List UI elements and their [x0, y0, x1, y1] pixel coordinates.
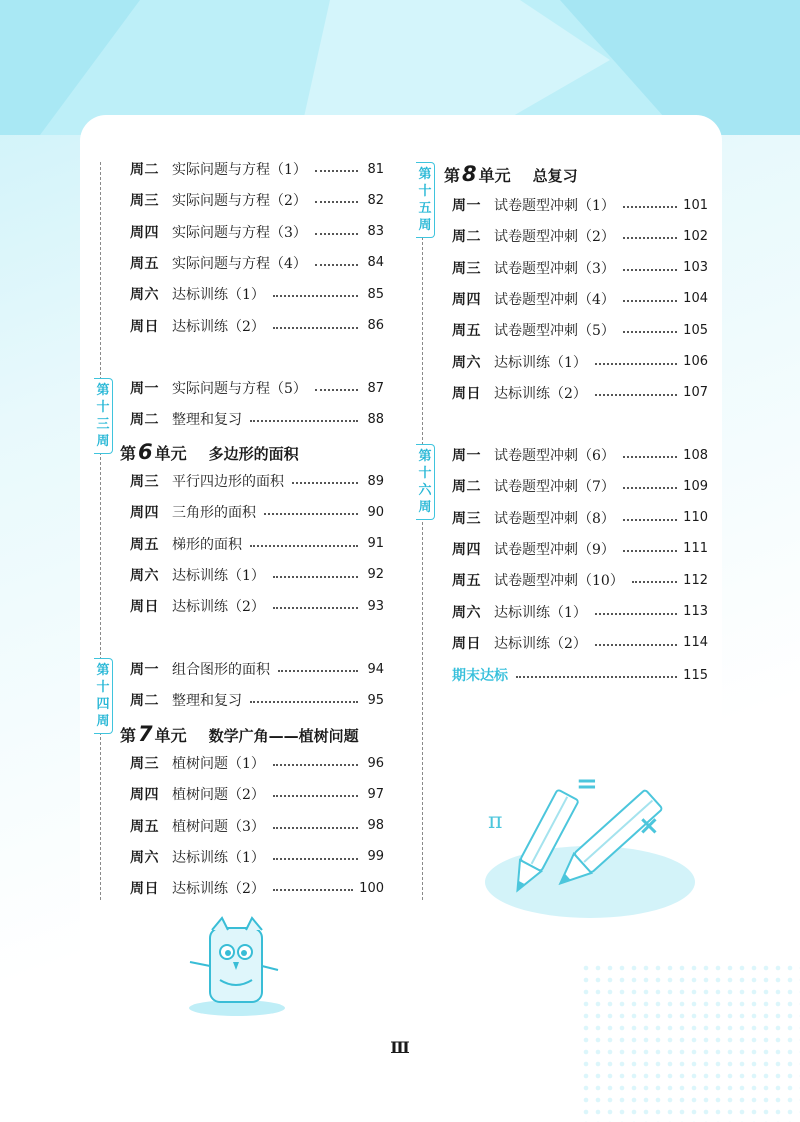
dot-leader [250, 420, 358, 422]
entry-day: 周二 [130, 162, 159, 178]
final-exam-entry[interactable]: 期末达标 115 [452, 667, 708, 684]
entry-title: 试卷题型冲刺（4） [494, 291, 615, 308]
entry-day: 周五 [452, 323, 481, 340]
toc-entry[interactable] [452, 569, 708, 591]
toc-entry[interactable] [130, 470, 384, 492]
center-dashed-line [422, 162, 423, 900]
entry-title: 植树问题（3） [172, 818, 265, 835]
dot-leader [273, 827, 358, 829]
toc-entry[interactable] [130, 533, 384, 555]
dot-leader [315, 170, 358, 172]
entry-page-number: 104 [683, 291, 708, 307]
entry-title: 试卷题型冲刺（10） [494, 573, 624, 590]
entry-title: 实际问题与方程（3） [172, 224, 307, 241]
dot-leader [250, 545, 358, 547]
entry-page-number: 81 [367, 161, 384, 177]
dot-leader [623, 237, 677, 239]
toc-entry[interactable] [130, 283, 384, 305]
entry-page-number: 85 [367, 286, 384, 302]
entry-day: 周五 [130, 536, 159, 553]
entry-page-number: 90 [367, 504, 384, 520]
times-symbol: × [638, 811, 660, 841]
dot-leader [623, 519, 677, 521]
dot-leader [595, 644, 677, 646]
toc-entry[interactable] [452, 382, 708, 404]
entry-title: 试卷题型冲刺（8） [494, 510, 615, 527]
entry-title: 平行四边形的面积 [172, 474, 284, 490]
entry-day: 周日 [130, 318, 159, 335]
toc-entry[interactable] [452, 444, 708, 466]
dot-leader [315, 233, 358, 235]
entry-title: 整理和复习 [172, 412, 242, 429]
dot-leader [292, 482, 358, 484]
mascot-illustration [182, 910, 292, 1020]
entry-page-number: 83 [367, 224, 384, 240]
entry-day: 周三 [130, 193, 159, 210]
dot-leader [623, 206, 677, 208]
entry-title: 三角形的面积 [172, 505, 256, 522]
entry-day: 周五 [130, 818, 159, 835]
dot-leader [632, 581, 677, 583]
entry-title: 梯形的面积 [172, 536, 242, 553]
entry-page-number: 107 [683, 385, 708, 401]
toc-entry[interactable] [130, 815, 384, 837]
toc-entry[interactable] [452, 225, 708, 247]
entry-title: 组合图形的面积 [172, 662, 270, 678]
entry-day: 周六 [130, 567, 159, 584]
dot-leader [623, 269, 677, 271]
toc-entry[interactable] [130, 595, 384, 617]
dot-leader [273, 764, 358, 766]
dot-leader [315, 264, 358, 266]
entry-day: 周六 [130, 287, 159, 304]
toc-entry[interactable] [452, 257, 708, 279]
entry-page-number: 111 [683, 541, 708, 557]
entry-title: 试卷题型冲刺（7） [494, 479, 615, 496]
entry-page-number: 95 [367, 692, 384, 708]
entry-page-number: 92 [367, 567, 384, 583]
left-dashed-line [100, 162, 101, 900]
dot-leader [250, 701, 358, 703]
entry-page-number: 105 [683, 322, 708, 338]
toc-entry[interactable] [130, 408, 384, 430]
entry-page-number: 94 [367, 661, 384, 677]
toc-entry[interactable] [452, 194, 708, 216]
toc-entry[interactable] [130, 877, 384, 899]
entry-title: 试卷题型冲刺（2） [494, 229, 615, 246]
toc-entry[interactable] [130, 252, 384, 274]
dot-leader [273, 858, 358, 860]
equals-symbol: = [576, 770, 598, 799]
entry-title: 植树问题（2） [172, 787, 265, 804]
week-13-tag: 第 十 三 周 [94, 378, 113, 454]
entry-day: 周三 [130, 474, 159, 490]
unit-8-heading: 第 8 单元 总复习 [444, 162, 578, 186]
entry-title: 达标训练（2） [172, 318, 265, 335]
entry-day: 周三 [452, 510, 481, 527]
entry-page-number: 114 [683, 635, 708, 651]
toc-entry[interactable] [452, 319, 708, 341]
entry-page-number: 110 [683, 510, 708, 526]
entry-page-number: 102 [683, 228, 708, 244]
dot-leader [623, 331, 677, 333]
entry-page-number: 84 [367, 255, 384, 271]
toc-entry[interactable] [130, 689, 384, 711]
entry-title: 达标训练（2） [172, 881, 265, 898]
entry-day: 周六 [452, 604, 481, 621]
dot-leader [264, 513, 358, 515]
page-number: Ⅲ [390, 1038, 410, 1057]
entry-title: 达标训练（2） [172, 599, 265, 616]
toc-entry[interactable] [452, 288, 708, 310]
entry-page-number: 100 [359, 880, 384, 896]
entry-page-number: 101 [683, 197, 708, 213]
entry-day: 周五 [452, 573, 481, 590]
entry-title: 植树问题（1） [172, 756, 265, 772]
toc-entry[interactable] [130, 377, 384, 399]
unit-7-heading: 第 7 单元 数学广角——植树问题 [120, 722, 359, 746]
entry-page-number: 93 [367, 598, 384, 614]
entry-page-number: 87 [367, 380, 384, 396]
toc-entry[interactable] [130, 189, 384, 211]
unit-6-heading: 第 6 单元 多边形的面积 [120, 440, 299, 464]
entry-page-number: 112 [683, 572, 708, 588]
entry-day: 周日 [130, 599, 159, 616]
toc-entry[interactable] [130, 501, 384, 523]
entry-title: 实际问题与方程（1） [172, 162, 307, 178]
entry-title: 试卷题型冲刺（3） [494, 260, 615, 277]
dot-leader [595, 363, 677, 365]
entry-day: 周二 [130, 412, 159, 429]
entry-day: 周三 [130, 756, 159, 772]
entry-page-number: 108 [683, 447, 708, 463]
toc-entry[interactable] [130, 658, 384, 680]
dot-leader [278, 670, 358, 672]
toc-entry[interactable] [130, 752, 384, 774]
entry-day: 周一 [452, 448, 481, 464]
pi-symbol: π [488, 809, 503, 834]
entry-page-number: 99 [367, 849, 384, 865]
entry-day: 周四 [130, 505, 159, 522]
dot-leader [273, 795, 358, 797]
toc-entry[interactable] [130, 221, 384, 243]
toc-entry[interactable] [130, 846, 384, 868]
entry-day: 周五 [130, 255, 159, 272]
entry-page-number: 106 [683, 354, 708, 369]
entry-title: 达标训练（1） [172, 287, 265, 304]
toc-entry[interactable] [130, 158, 384, 180]
dot-leader [623, 456, 677, 458]
entry-page-number: 88 [367, 411, 384, 427]
entry-title: 实际问题与方程（5） [172, 381, 307, 397]
entry-day: 周日 [452, 635, 481, 652]
toc-entry[interactable] [452, 601, 708, 623]
entry-title: 达标训练（1） [172, 849, 265, 866]
toc-entry[interactable] [130, 783, 384, 805]
entry-page-number: 103 [683, 260, 708, 276]
entry-title: 试卷题型冲刺（6） [494, 448, 615, 464]
entry-page-number: 98 [367, 818, 384, 834]
entry-page-number: 86 [367, 318, 384, 333]
entry-day: 周二 [452, 229, 481, 246]
entry-page-number: 109 [683, 478, 708, 494]
dot-leader [595, 613, 677, 615]
dot-leader [595, 394, 677, 396]
entry-page-number: 89 [367, 473, 384, 489]
entry-page-number: 113 [683, 604, 708, 619]
entry-title: 达标训练（2） [494, 635, 587, 652]
entry-title: 整理和复习 [172, 693, 242, 710]
entry-day: 周六 [130, 849, 159, 866]
toc-entry[interactable] [452, 475, 708, 497]
entry-day: 周四 [452, 291, 481, 308]
week-16-tag: 第 十 六 周 [416, 444, 435, 520]
dot-leader [623, 487, 677, 489]
entry-page-number: 96 [367, 755, 384, 771]
toc-entry[interactable] [130, 564, 384, 586]
dot-leader [273, 889, 353, 891]
entry-day: 周四 [452, 541, 481, 558]
dot-leader [273, 607, 358, 609]
entry-day: 周三 [452, 260, 481, 277]
toc-entry[interactable] [452, 538, 708, 560]
entry-day: 周二 [130, 693, 159, 710]
entry-day: 周一 [130, 662, 159, 678]
entry-title: 达标训练（1） [494, 354, 587, 371]
dot-leader [623, 550, 677, 552]
entry-title: 实际问题与方程（2） [172, 193, 307, 210]
entry-day: 周二 [452, 479, 481, 496]
entry-title: 达标训练（2） [494, 385, 587, 402]
entry-day: 周一 [130, 381, 159, 397]
dot-leader [623, 300, 677, 302]
entry-day: 周四 [130, 787, 159, 804]
entry-title: 试卷题型冲刺（9） [494, 541, 615, 558]
dot-leader [315, 201, 358, 203]
toc-entry[interactable] [452, 507, 708, 529]
entry-day: 周日 [452, 385, 481, 402]
entry-title: 达标训练（1） [494, 604, 587, 621]
dot-leader [273, 327, 358, 329]
dot-leader [516, 676, 677, 678]
week-15-tag: 第 十 五 周 [416, 162, 435, 238]
entry-page-number: 82 [367, 192, 384, 208]
week-14-tag: 第 十 四 周 [94, 658, 113, 734]
dot-leader [273, 295, 358, 297]
entry-title: 达标训练（1） [172, 567, 265, 584]
entry-day: 周四 [130, 224, 159, 241]
entry-day: 周日 [130, 881, 159, 898]
entry-page-number: 91 [367, 536, 384, 552]
toc-entry[interactable] [452, 351, 708, 373]
dot-leader [273, 576, 358, 578]
entry-page-number: 97 [367, 786, 384, 802]
entry-title: 实际问题与方程（4） [172, 255, 307, 272]
toc-entry[interactable] [452, 632, 708, 654]
entry-day: 周六 [452, 354, 481, 371]
pencils-illustration [470, 770, 700, 920]
dot-leader [315, 389, 358, 391]
toc-entry[interactable] [130, 315, 384, 337]
entry-day: 周一 [452, 198, 481, 214]
entry-title: 试卷题型冲刺（1） [494, 198, 615, 214]
entry-title: 试卷题型冲刺（5） [494, 323, 615, 340]
